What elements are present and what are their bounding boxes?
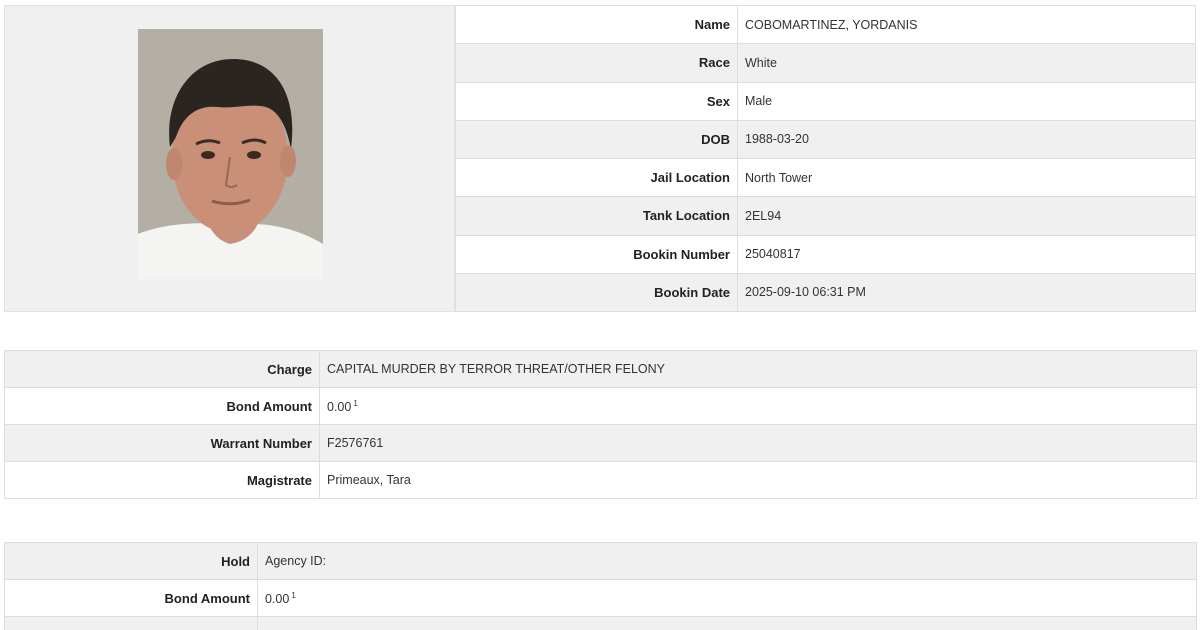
info-row-sex: [456, 82, 1196, 120]
inmate-info-table: [455, 5, 1196, 312]
info-row-bookin-date: [456, 273, 1196, 311]
bond-amount-value: 0.00: [327, 399, 352, 414]
row-value: White: [738, 44, 1196, 82]
warrant-number-row: [5, 425, 1197, 462]
row-label: Hold: [5, 543, 258, 580]
row-label: DOB: [456, 120, 738, 158]
row-value: F2576761: [320, 425, 1197, 462]
row-value: [258, 580, 1197, 617]
footnote-marker: 1: [353, 398, 358, 408]
row-value: Primeaux, Tara: [320, 462, 1197, 499]
row-value: [258, 617, 1197, 630]
hold-next-row: [5, 617, 1197, 630]
row-label: Name: [456, 6, 738, 44]
hold-table: [4, 542, 1197, 630]
inmate-mugshot: [138, 29, 323, 279]
row-value: Agency ID:: [258, 543, 1197, 580]
info-row-bookin-number: [456, 235, 1196, 273]
row-value: CAPITAL MURDER BY TERROR THREAT/OTHER FELONY: [320, 351, 1197, 388]
info-row-tank-location: [456, 197, 1196, 235]
info-row-jail-location: [456, 159, 1196, 197]
row-label: Charge: [5, 351, 320, 388]
inmate-profile: [4, 5, 1196, 312]
hold-bond-amount-row: [5, 580, 1197, 617]
row-label: Race: [456, 44, 738, 82]
row-value: 25040817: [738, 235, 1196, 273]
charge-table: [4, 350, 1197, 499]
row-label: Jail Location: [456, 159, 738, 197]
row-label: Warrant Number: [5, 425, 320, 462]
row-label: Bond Amount: [5, 580, 258, 617]
footnote-marker: 1: [291, 590, 296, 600]
row-value: North Tower: [738, 159, 1196, 197]
info-row-name: [456, 6, 1196, 44]
row-label: Bond Amount: [5, 388, 320, 425]
row-label: Sex: [456, 82, 738, 120]
photo-cell: [4, 5, 455, 312]
row-label: [5, 617, 258, 630]
row-label: Bookin Date: [456, 273, 738, 311]
row-value: COBOMARTINEZ, YORDANIS: [738, 6, 1196, 44]
row-value: Male: [738, 82, 1196, 120]
info-row-dob: [456, 120, 1196, 158]
mugshot-image: [138, 29, 323, 279]
magistrate-row: [5, 462, 1197, 499]
hold-row: [5, 543, 1197, 580]
row-label: Bookin Number: [456, 235, 738, 273]
row-value: 2EL94: [738, 197, 1196, 235]
row-label: Tank Location: [456, 197, 738, 235]
charge-row: [5, 351, 1197, 388]
row-value: [320, 388, 1197, 425]
row-value: 1988-03-20: [738, 120, 1196, 158]
row-label: Magistrate: [5, 462, 320, 499]
hold-bond-amount-value: 0.00: [265, 591, 290, 606]
row-value: 2025-09-10 06:31 PM: [738, 273, 1196, 311]
bond-amount-row: [5, 388, 1197, 425]
info-row-race: [456, 44, 1196, 82]
